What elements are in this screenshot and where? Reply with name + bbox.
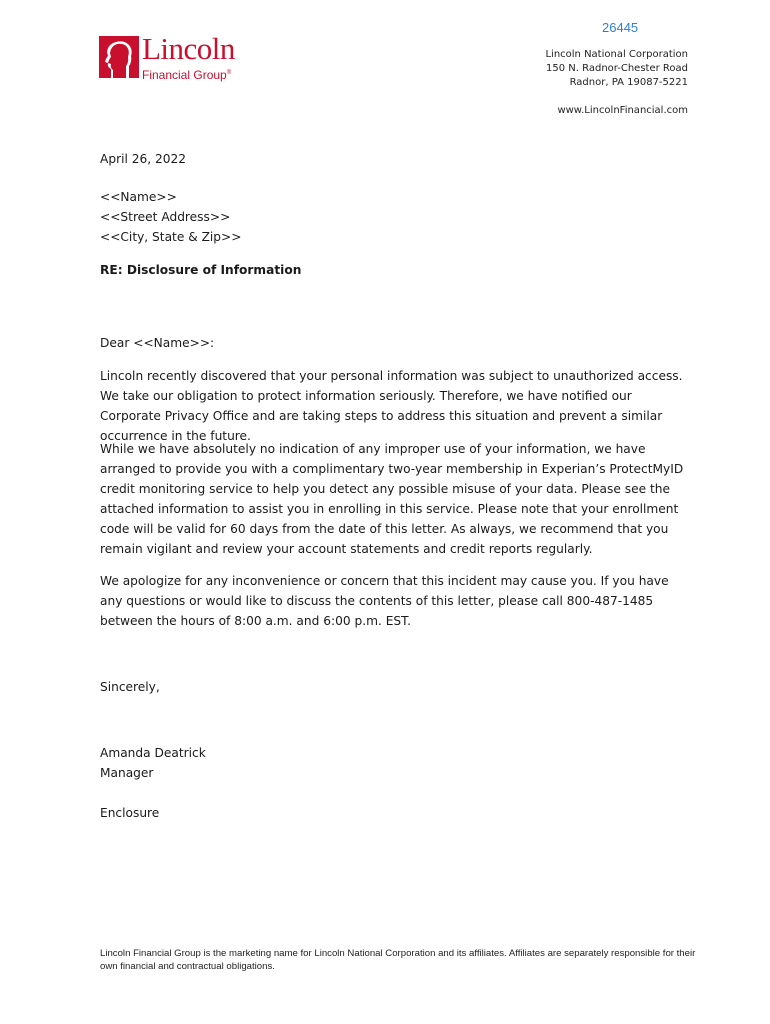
recipient-address [100,187,692,247]
sender-city: Radnor, PA 19087-5221 [569,77,688,88]
salutation: Dear <<Name>>: [100,336,215,350]
sender-address [545,48,688,118]
logo-subtitle: Financial Group® [142,68,232,82]
paragraph-2: While we have absolutely no indication of any improper use of your information, we have arranged to provide you with a complimentary two-year membership in Experian’s ProtectMyID credit monitoring service to help you detect any possible misuse of your data. Please see the attached information to assist you in enrolling in this service. Please note that your enrollment code will be valid for 60 days from the date of this letter. As always, we recommend that you remain vigilant and review your account statements and credit reports regularly. [100,442,684,556]
subject-line: RE: Disclosure of Information [100,263,302,277]
lincoln-logo [99,31,249,82]
lincoln-profile-icon [99,36,139,78]
paragraph-3: We apologize for any inconvenience or concern that this incident may cause you. If you have any questions or would like to discuss the contents of this letter, please call 800-487-1485 between the hours of 8:00 a.m. and 6:00 p.m. EST. [100,574,669,628]
sender-company: Lincoln National Corporation [545,49,688,60]
recipient-name: <<Name>> [100,190,177,204]
recipient-street: <<Street Address>> [100,210,231,224]
closing: Sincerely, [100,680,160,694]
paragraph-1: Lincoln recently discovered that your personal information was subject to unauthorized access. We take our obligation to protect information seriously. Therefore, we have notified our Corporate Privacy Office and are taking steps to address this situation and prevent a similar occurrence in the future. [100,369,683,443]
signer-name: Amanda Deatrick [100,746,206,760]
recipient-city: <<City, State & Zip>> [100,230,242,244]
footer-disclaimer: Lincoln Financial Group is the marketing name for Lincoln National Corporation and its affiliates. Affiliates are separately responsible for their own financial and contractual obligations. [100,948,696,972]
sender-street: 150 N. Radnor-Chester Road [546,63,688,74]
signer-title: Manager [100,766,154,780]
enclosure-note: Enclosure [100,806,160,820]
logo-name: Lincoln [142,31,235,66]
sender-website: www.LincolnFinancial.com [557,105,688,116]
signature-block [100,743,692,783]
document-number: 26445 [602,20,639,35]
letter-date: April 26, 2022 [100,152,187,166]
